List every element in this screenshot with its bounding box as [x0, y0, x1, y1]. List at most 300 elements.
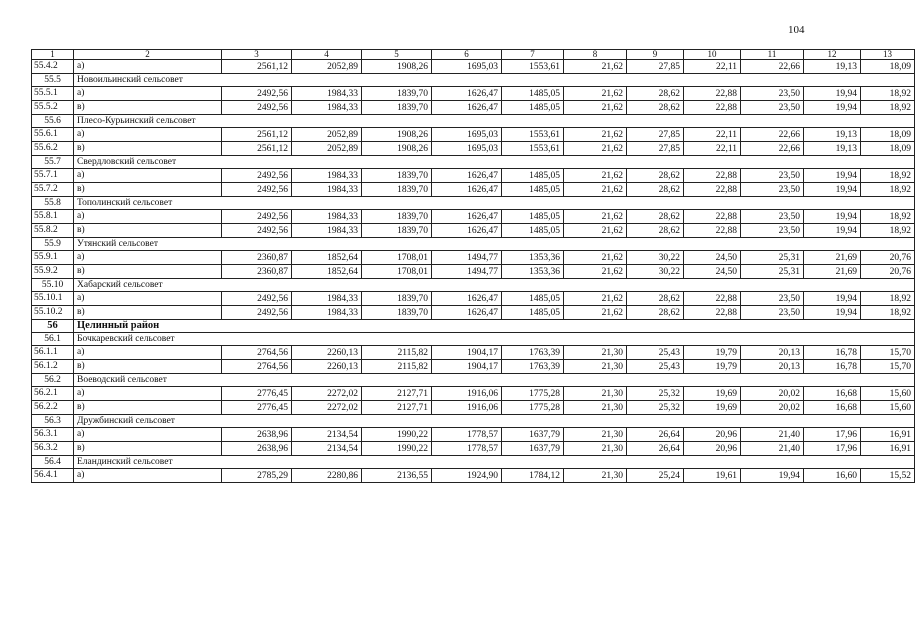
- value-cell: 25,43: [627, 346, 684, 360]
- value-cell: 19,94: [804, 292, 861, 306]
- row-label: в): [74, 265, 222, 279]
- value-cell: 21,62: [564, 183, 627, 197]
- value-cell: 1353,36: [502, 265, 564, 279]
- value-cell: 19,69: [684, 387, 741, 401]
- value-cell: 1763,39: [502, 346, 564, 360]
- value-cell: 1984,33: [292, 87, 362, 101]
- value-cell: 21,30: [564, 428, 627, 442]
- row-code: 55.10.2: [32, 306, 74, 320]
- value-cell: 1626,47: [432, 210, 502, 224]
- value-cell: 21,62: [564, 101, 627, 115]
- value-cell: 1485,05: [502, 183, 564, 197]
- value-cell: 21,30: [564, 442, 627, 456]
- section-name: Свердловский сельсовет: [74, 156, 915, 169]
- value-cell: 28,62: [627, 169, 684, 183]
- value-cell: 17,96: [804, 428, 861, 442]
- value-cell: 1852,64: [292, 251, 362, 265]
- value-cell: 2638,96: [222, 428, 292, 442]
- value-cell: 2360,87: [222, 265, 292, 279]
- value-cell: 19,69: [684, 401, 741, 415]
- value-cell: 22,11: [684, 60, 741, 74]
- section-row: [32, 197, 915, 210]
- value-cell: 2492,56: [222, 292, 292, 306]
- section-name: Тополинский сельсовет: [74, 197, 915, 210]
- value-cell: 19,94: [804, 87, 861, 101]
- value-cell: 21,62: [564, 142, 627, 156]
- value-cell: 2492,56: [222, 224, 292, 238]
- value-cell: 1637,79: [502, 442, 564, 456]
- table-row: [32, 360, 915, 374]
- tariff-document: [31, 49, 911, 483]
- section-code: 56.1: [32, 333, 74, 346]
- value-cell: 1904,17: [432, 360, 502, 374]
- value-cell: 1904,17: [432, 346, 502, 360]
- row-code: 55.10.1: [32, 292, 74, 306]
- value-cell: 18,92: [861, 183, 915, 197]
- value-cell: 22,11: [684, 142, 741, 156]
- row-code: 55.7.2: [32, 183, 74, 197]
- column-header: 10: [684, 50, 741, 60]
- value-cell: 1763,39: [502, 360, 564, 374]
- value-cell: 1778,57: [432, 442, 502, 456]
- value-cell: 27,85: [627, 142, 684, 156]
- value-cell: 1695,03: [432, 128, 502, 142]
- value-cell: 21,40: [741, 442, 804, 456]
- value-cell: 2764,56: [222, 346, 292, 360]
- value-cell: 21,30: [564, 387, 627, 401]
- row-code: 56.2.1: [32, 387, 74, 401]
- value-cell: 1708,01: [362, 265, 432, 279]
- value-cell: 2115,82: [362, 346, 432, 360]
- value-cell: 30,22: [627, 265, 684, 279]
- section-row: [32, 415, 915, 428]
- value-cell: 20,96: [684, 428, 741, 442]
- value-cell: 2561,12: [222, 142, 292, 156]
- row-code: 55.5.2: [32, 101, 74, 115]
- value-cell: 1775,28: [502, 401, 564, 415]
- section-code: 56.2: [32, 374, 74, 387]
- value-cell: 19,94: [804, 169, 861, 183]
- value-cell: 21,62: [564, 292, 627, 306]
- value-cell: 2492,56: [222, 210, 292, 224]
- value-cell: 1990,22: [362, 428, 432, 442]
- table-row: [32, 251, 915, 265]
- value-cell: 21,62: [564, 251, 627, 265]
- value-cell: 21,62: [564, 87, 627, 101]
- value-cell: 21,62: [564, 60, 627, 74]
- row-label: в): [74, 442, 222, 456]
- column-header: 6: [432, 50, 502, 60]
- value-cell: 18,92: [861, 292, 915, 306]
- value-cell: 15,60: [861, 387, 915, 401]
- value-cell: 19,13: [804, 60, 861, 74]
- value-cell: 2115,82: [362, 360, 432, 374]
- value-cell: 28,62: [627, 292, 684, 306]
- value-cell: 16,91: [861, 442, 915, 456]
- section-name: Воеводский сельсовет: [74, 374, 915, 387]
- value-cell: 18,92: [861, 101, 915, 115]
- value-cell: 23,50: [741, 292, 804, 306]
- value-cell: 2134,54: [292, 428, 362, 442]
- value-cell: 1695,03: [432, 60, 502, 74]
- value-cell: 26,64: [627, 442, 684, 456]
- row-code: 56.1.2: [32, 360, 74, 374]
- value-cell: 1984,33: [292, 292, 362, 306]
- value-cell: 2492,56: [222, 169, 292, 183]
- value-cell: 22,66: [741, 142, 804, 156]
- section-code: 55.5: [32, 74, 74, 87]
- row-code: 56.3.2: [32, 442, 74, 456]
- row-label: а): [74, 469, 222, 483]
- value-cell: 22,88: [684, 224, 741, 238]
- table-row: [32, 224, 915, 238]
- section-code: 56.3: [32, 415, 74, 428]
- value-cell: 1485,05: [502, 210, 564, 224]
- value-cell: 1485,05: [502, 292, 564, 306]
- value-cell: 1839,70: [362, 306, 432, 320]
- section-row: [32, 74, 915, 87]
- value-cell: 21,62: [564, 224, 627, 238]
- value-cell: 19,94: [804, 224, 861, 238]
- table-row: [32, 401, 915, 415]
- value-cell: 24,50: [684, 251, 741, 265]
- value-cell: 26,64: [627, 428, 684, 442]
- value-cell: 15,52: [861, 469, 915, 483]
- value-cell: 19,13: [804, 128, 861, 142]
- value-cell: 28,62: [627, 306, 684, 320]
- section-row: [32, 374, 915, 387]
- section-row: [32, 238, 915, 251]
- value-cell: 1984,33: [292, 210, 362, 224]
- value-cell: 1839,70: [362, 224, 432, 238]
- value-cell: 2764,56: [222, 360, 292, 374]
- value-cell: 25,32: [627, 401, 684, 415]
- value-cell: 20,13: [741, 346, 804, 360]
- table-row: [32, 169, 915, 183]
- value-cell: 1839,70: [362, 101, 432, 115]
- row-label: а): [74, 346, 222, 360]
- row-label: в): [74, 360, 222, 374]
- row-code: 55.7.1: [32, 169, 74, 183]
- value-cell: 1775,28: [502, 387, 564, 401]
- section-code: 56: [32, 320, 74, 333]
- value-cell: 2052,89: [292, 128, 362, 142]
- row-label: а): [74, 87, 222, 101]
- row-code: 56.1.1: [32, 346, 74, 360]
- value-cell: 28,62: [627, 183, 684, 197]
- value-cell: 20,76: [861, 251, 915, 265]
- value-cell: 22,88: [684, 183, 741, 197]
- value-cell: 23,50: [741, 224, 804, 238]
- table-row: [32, 428, 915, 442]
- value-cell: 25,31: [741, 265, 804, 279]
- section-row: [32, 156, 915, 169]
- section-name: Хабарский сельсовет: [74, 279, 915, 292]
- value-cell: 15,70: [861, 346, 915, 360]
- value-cell: 20,96: [684, 442, 741, 456]
- value-cell: 1494,77: [432, 265, 502, 279]
- table-row: [32, 87, 915, 101]
- section-row: [32, 115, 915, 128]
- value-cell: 1984,33: [292, 169, 362, 183]
- row-label: а): [74, 387, 222, 401]
- value-cell: 2776,45: [222, 387, 292, 401]
- column-header: 7: [502, 50, 564, 60]
- value-cell: 21,62: [564, 210, 627, 224]
- value-cell: 2260,13: [292, 346, 362, 360]
- value-cell: 1984,33: [292, 224, 362, 238]
- value-cell: 19,94: [804, 183, 861, 197]
- value-cell: 21,30: [564, 469, 627, 483]
- section-name: Плесо-Курьинский сельсовет: [74, 115, 915, 128]
- value-cell: 1626,47: [432, 183, 502, 197]
- row-label: в): [74, 224, 222, 238]
- value-cell: 23,50: [741, 306, 804, 320]
- value-cell: 1839,70: [362, 210, 432, 224]
- table-row: [32, 265, 915, 279]
- value-cell: 19,94: [804, 306, 861, 320]
- row-label: а): [74, 128, 222, 142]
- value-cell: 21,62: [564, 128, 627, 142]
- value-cell: 1990,22: [362, 442, 432, 456]
- section-code: 55.6: [32, 115, 74, 128]
- row-code: 56.2.2: [32, 401, 74, 415]
- table-row: [32, 142, 915, 156]
- value-cell: 1784,12: [502, 469, 564, 483]
- value-cell: 1984,33: [292, 183, 362, 197]
- table-row: [32, 183, 915, 197]
- table-row: [32, 346, 915, 360]
- value-cell: 16,68: [804, 401, 861, 415]
- table-row: [32, 469, 915, 483]
- value-cell: 2127,71: [362, 387, 432, 401]
- value-cell: 1626,47: [432, 306, 502, 320]
- row-label: а): [74, 169, 222, 183]
- value-cell: 2776,45: [222, 401, 292, 415]
- value-cell: 1553,61: [502, 60, 564, 74]
- value-cell: 28,62: [627, 87, 684, 101]
- column-header: 9: [627, 50, 684, 60]
- value-cell: 1708,01: [362, 251, 432, 265]
- value-cell: 20,13: [741, 360, 804, 374]
- value-cell: 1485,05: [502, 87, 564, 101]
- value-cell: 22,88: [684, 169, 741, 183]
- value-cell: 2052,89: [292, 142, 362, 156]
- value-cell: 2492,56: [222, 306, 292, 320]
- value-cell: 2052,89: [292, 60, 362, 74]
- value-cell: 22,11: [684, 128, 741, 142]
- column-header: 1: [32, 50, 74, 60]
- value-cell: 2638,96: [222, 442, 292, 456]
- section-row: [32, 333, 915, 346]
- section-name: Утянский сельсовет: [74, 238, 915, 251]
- value-cell: 20,02: [741, 401, 804, 415]
- column-header: 8: [564, 50, 627, 60]
- value-cell: 22,66: [741, 60, 804, 74]
- value-cell: 23,50: [741, 101, 804, 115]
- value-cell: 21,62: [564, 306, 627, 320]
- value-cell: 28,62: [627, 224, 684, 238]
- row-label: в): [74, 183, 222, 197]
- row-code: 55.6.1: [32, 128, 74, 142]
- section-code: 56.4: [32, 456, 74, 469]
- column-header: 3: [222, 50, 292, 60]
- value-cell: 16,60: [804, 469, 861, 483]
- value-cell: 22,88: [684, 101, 741, 115]
- row-code: 56.4.1: [32, 469, 74, 483]
- value-cell: 28,62: [627, 210, 684, 224]
- value-cell: 1839,70: [362, 292, 432, 306]
- value-cell: 17,96: [804, 442, 861, 456]
- value-cell: 23,50: [741, 87, 804, 101]
- column-header: 11: [741, 50, 804, 60]
- value-cell: 21,62: [564, 265, 627, 279]
- section-row: [32, 456, 915, 469]
- value-cell: 27,85: [627, 128, 684, 142]
- value-cell: 16,68: [804, 387, 861, 401]
- section-code: 55.7: [32, 156, 74, 169]
- value-cell: 1626,47: [432, 101, 502, 115]
- table-row: [32, 60, 915, 74]
- value-cell: 21,69: [804, 251, 861, 265]
- row-code: 55.4.2: [32, 60, 74, 74]
- row-code: 55.9.1: [32, 251, 74, 265]
- value-cell: 1353,36: [502, 251, 564, 265]
- section-code: 55.9: [32, 238, 74, 251]
- table-row: [32, 306, 915, 320]
- section-code: 55.10: [32, 279, 74, 292]
- value-cell: 2260,13: [292, 360, 362, 374]
- row-label: в): [74, 142, 222, 156]
- value-cell: 19,94: [741, 469, 804, 483]
- value-cell: 15,70: [861, 360, 915, 374]
- value-cell: 1485,05: [502, 169, 564, 183]
- value-cell: 1839,70: [362, 169, 432, 183]
- value-cell: 18,92: [861, 169, 915, 183]
- value-cell: 23,50: [741, 210, 804, 224]
- row-code: 55.8.1: [32, 210, 74, 224]
- row-label: а): [74, 60, 222, 74]
- tariff-table: [31, 49, 915, 483]
- page-number: 104: [788, 24, 805, 36]
- value-cell: 16,91: [861, 428, 915, 442]
- value-cell: 1916,06: [432, 387, 502, 401]
- value-cell: 15,60: [861, 401, 915, 415]
- value-cell: 19,94: [804, 210, 861, 224]
- value-cell: 30,22: [627, 251, 684, 265]
- table-row: [32, 442, 915, 456]
- value-cell: 1778,57: [432, 428, 502, 442]
- value-cell: 1485,05: [502, 224, 564, 238]
- row-label: а): [74, 210, 222, 224]
- column-header: 13: [861, 50, 915, 60]
- header-row: [32, 50, 915, 60]
- column-header: 4: [292, 50, 362, 60]
- value-cell: 21,30: [564, 401, 627, 415]
- value-cell: 18,92: [861, 210, 915, 224]
- value-cell: 22,88: [684, 292, 741, 306]
- value-cell: 2134,54: [292, 442, 362, 456]
- value-cell: 18,92: [861, 224, 915, 238]
- row-label: а): [74, 292, 222, 306]
- value-cell: 2127,71: [362, 401, 432, 415]
- value-cell: 25,24: [627, 469, 684, 483]
- value-cell: 19,13: [804, 142, 861, 156]
- value-cell: 18,92: [861, 87, 915, 101]
- table-row: [32, 210, 915, 224]
- value-cell: 18,09: [861, 142, 915, 156]
- row-code: 55.8.2: [32, 224, 74, 238]
- section-row: [32, 279, 915, 292]
- row-label: а): [74, 251, 222, 265]
- value-cell: 1916,06: [432, 401, 502, 415]
- column-header: 5: [362, 50, 432, 60]
- value-cell: 2272,02: [292, 401, 362, 415]
- value-cell: 1839,70: [362, 87, 432, 101]
- value-cell: 21,30: [564, 360, 627, 374]
- value-cell: 19,94: [804, 101, 861, 115]
- value-cell: 1553,61: [502, 128, 564, 142]
- value-cell: 1626,47: [432, 169, 502, 183]
- value-cell: 25,32: [627, 387, 684, 401]
- value-cell: 1485,05: [502, 306, 564, 320]
- value-cell: 1924,90: [432, 469, 502, 483]
- value-cell: 1908,26: [362, 142, 432, 156]
- value-cell: 22,88: [684, 87, 741, 101]
- value-cell: 2561,12: [222, 128, 292, 142]
- table-row: [32, 128, 915, 142]
- value-cell: 24,50: [684, 265, 741, 279]
- value-cell: 2785,29: [222, 469, 292, 483]
- value-cell: 22,66: [741, 128, 804, 142]
- table-body: [32, 50, 915, 483]
- section-name: Бочкаревский сельсовет: [74, 333, 915, 346]
- value-cell: 1626,47: [432, 87, 502, 101]
- table-row: [32, 387, 915, 401]
- value-cell: 21,69: [804, 265, 861, 279]
- value-cell: 1626,47: [432, 292, 502, 306]
- value-cell: 1553,61: [502, 142, 564, 156]
- value-cell: 25,43: [627, 360, 684, 374]
- row-code: 55.6.2: [32, 142, 74, 156]
- value-cell: 19,79: [684, 360, 741, 374]
- row-code: 56.3.1: [32, 428, 74, 442]
- section-name: Новоильинский сельсовет: [74, 74, 915, 87]
- value-cell: 1852,64: [292, 265, 362, 279]
- section-code: 55.8: [32, 197, 74, 210]
- value-cell: 28,62: [627, 101, 684, 115]
- value-cell: 2280,86: [292, 469, 362, 483]
- district-row: [32, 320, 915, 333]
- value-cell: 1494,77: [432, 251, 502, 265]
- row-label: в): [74, 401, 222, 415]
- value-cell: 23,50: [741, 183, 804, 197]
- value-cell: 16,78: [804, 360, 861, 374]
- table-row: [32, 292, 915, 306]
- value-cell: 16,78: [804, 346, 861, 360]
- value-cell: 1984,33: [292, 101, 362, 115]
- value-cell: 21,62: [564, 169, 627, 183]
- value-cell: 19,79: [684, 346, 741, 360]
- value-cell: 2272,02: [292, 387, 362, 401]
- row-label: в): [74, 306, 222, 320]
- value-cell: 21,30: [564, 346, 627, 360]
- row-code: 55.5.1: [32, 87, 74, 101]
- row-label: а): [74, 428, 222, 442]
- column-header: 2: [74, 50, 222, 60]
- value-cell: 1908,26: [362, 60, 432, 74]
- section-name: Еландинский сельсовет: [74, 456, 915, 469]
